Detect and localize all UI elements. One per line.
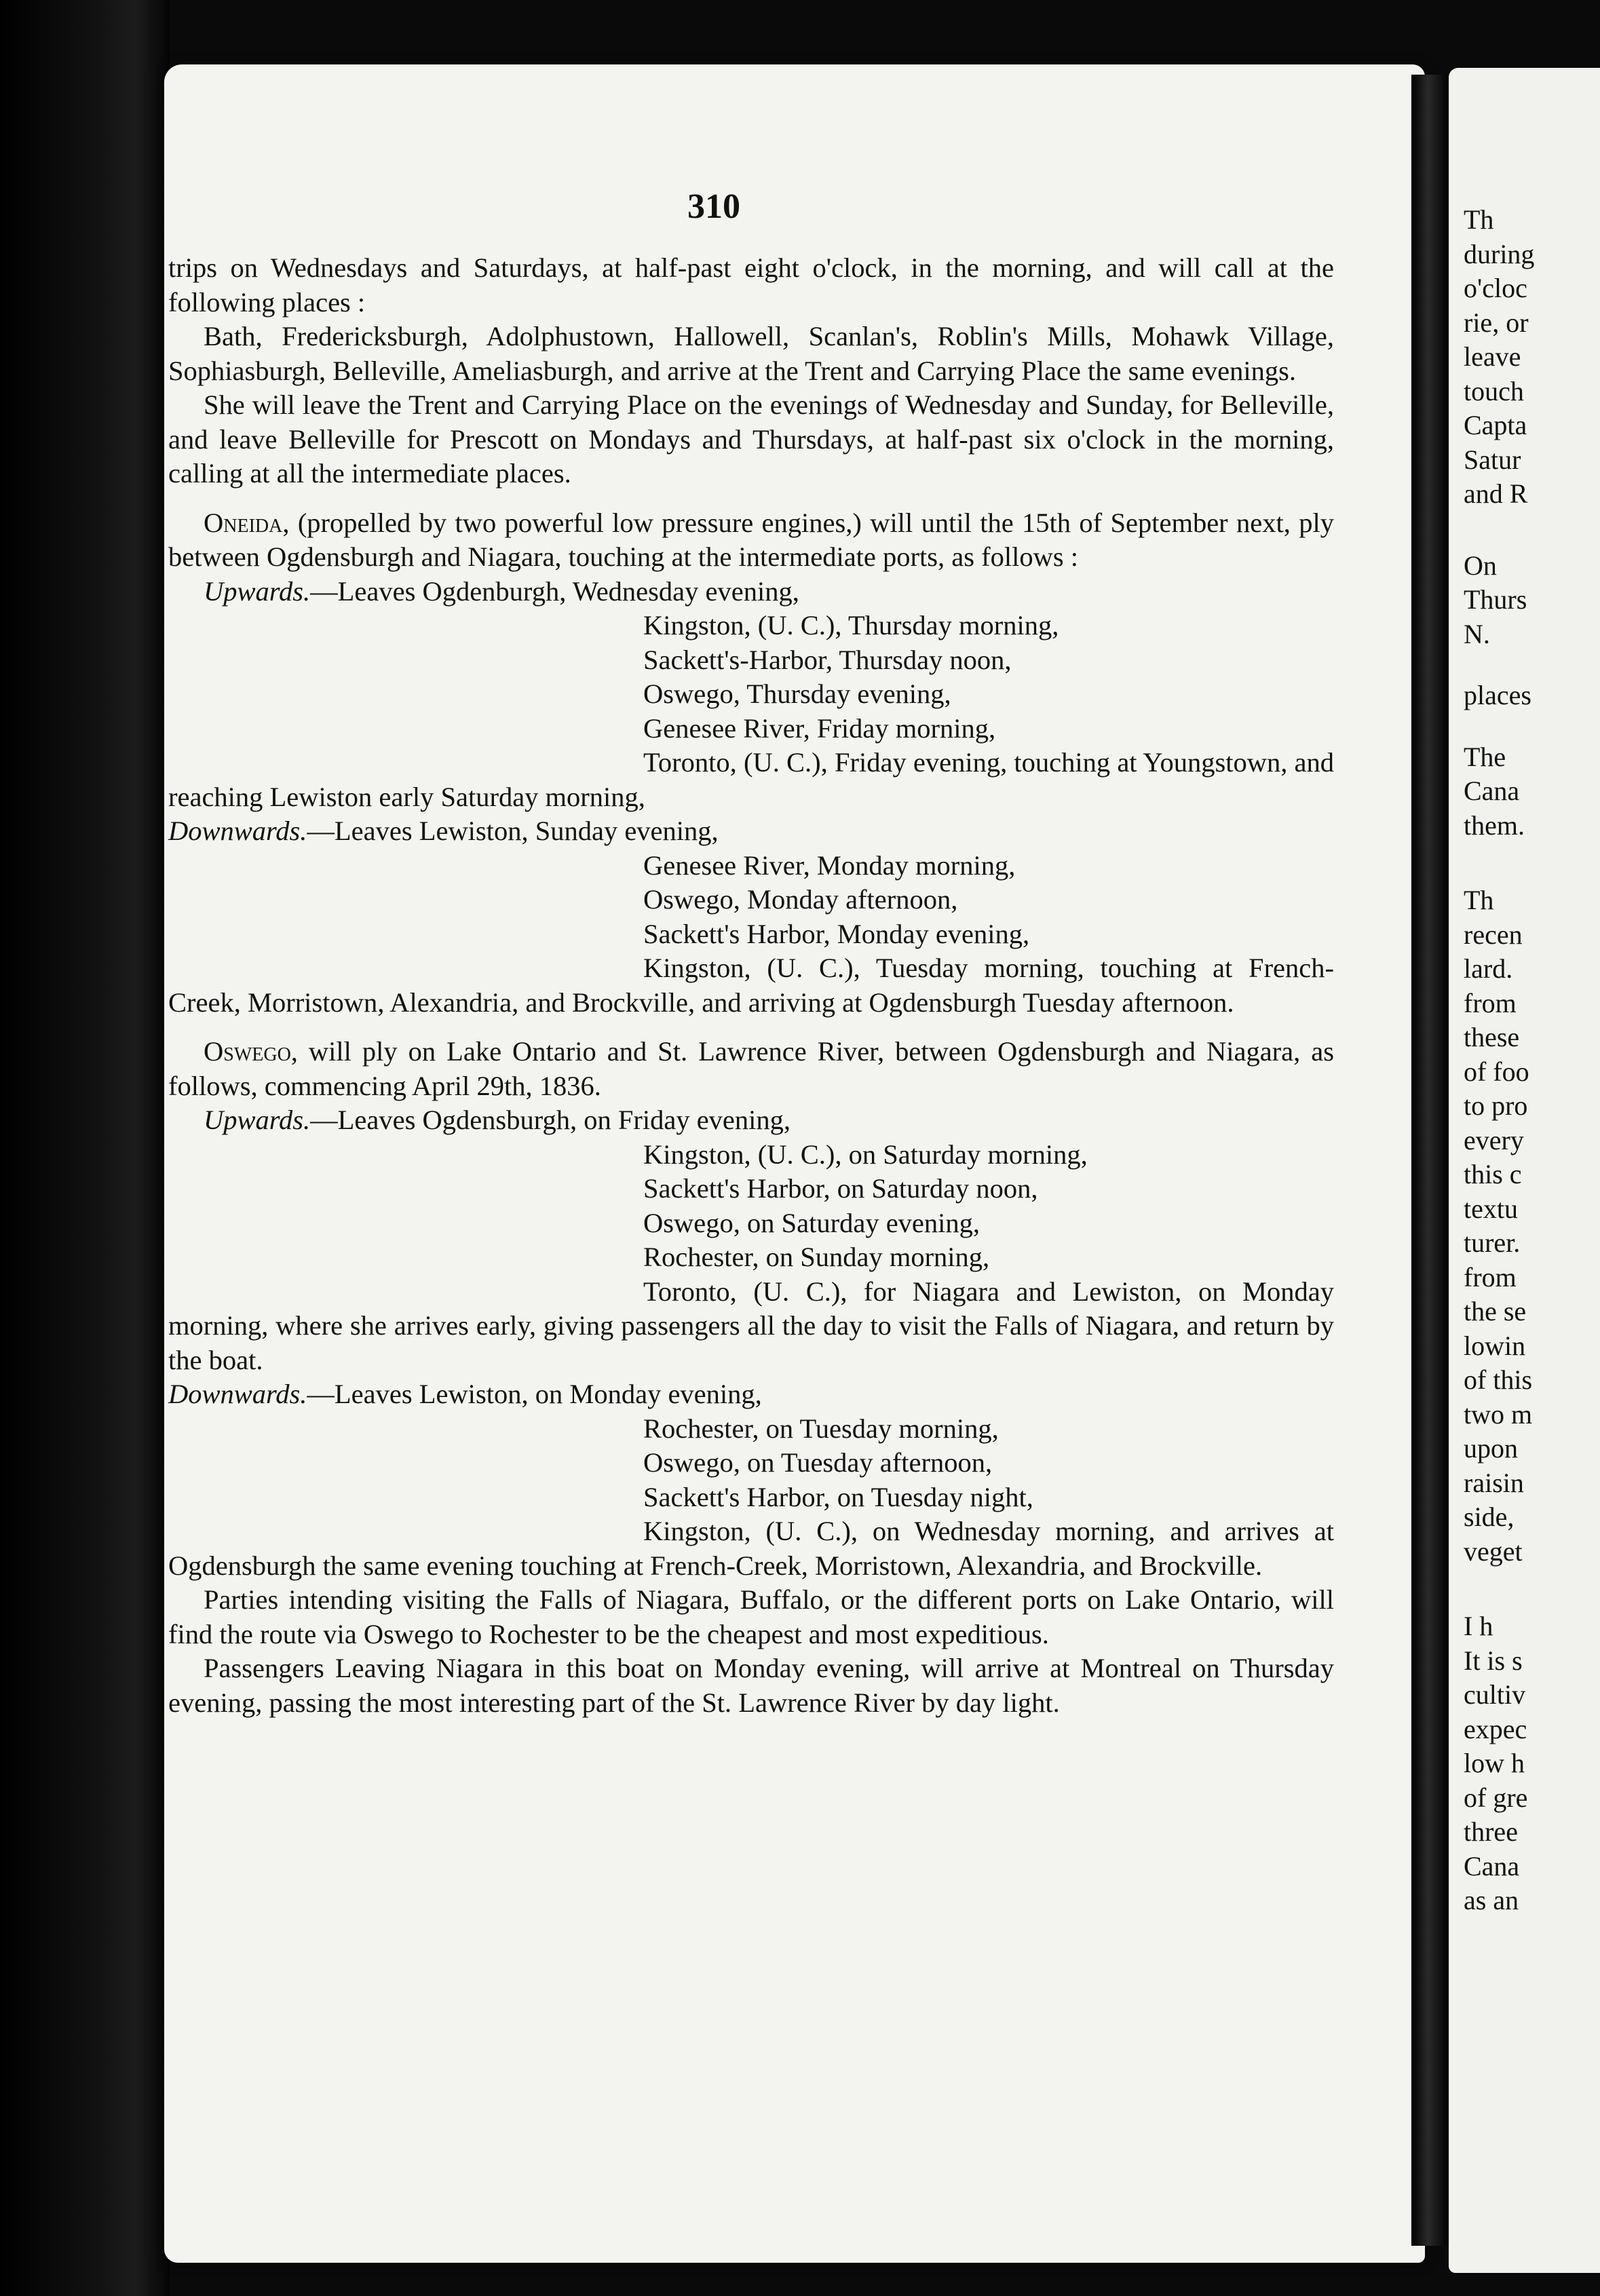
page-body <box>168 251 1334 1720</box>
oswego-downwards-label: Downwards. <box>168 1379 307 1409</box>
oneida-up-last <box>168 746 1334 814</box>
facing-page-line: upon <box>1464 1433 1518 1463</box>
oswego-upwards-leaves: —Leaves Ogdensburgh, on Friday evening, <box>310 1105 791 1135</box>
facing-page-line: three <box>1464 1816 1518 1847</box>
facing-page-line: these <box>1464 1022 1520 1052</box>
oneida-downwards-first <box>168 814 1334 849</box>
page-number: 310 <box>687 187 740 226</box>
facing-page-line: this c <box>1464 1159 1522 1189</box>
oneida-up-stop: Kingston, (U. C.), Thursday morning, <box>643 610 1059 640</box>
facing-page-line: On <box>1464 550 1497 581</box>
facing-page-line: It is s <box>1464 1645 1523 1676</box>
oneida-up-stop: Oswego, Thursday evening, <box>643 678 951 709</box>
facing-page-line: Th <box>1464 204 1494 235</box>
oswego-upwards-first <box>168 1103 1334 1138</box>
paragraph-trips: trips on Wednesdays and Saturdays, at half-past eight o'clock, in the morning, and will call at the following places : <box>168 252 1334 318</box>
facing-page-line: Th <box>1464 885 1494 915</box>
facing-page-line: the se <box>1464 1296 1527 1326</box>
facing-page-line: and R <box>1464 478 1528 509</box>
facing-page-line: side, <box>1464 1501 1515 1532</box>
facing-page-line: Capta <box>1464 410 1527 440</box>
oswego-up-stop: Oswego, on Saturday evening, <box>643 1207 980 1238</box>
facing-page-line: rie, or <box>1464 307 1529 338</box>
facing-page-line: of this <box>1464 1364 1533 1395</box>
facing-page-line: Cana <box>1464 1850 1520 1881</box>
oswego-downwards-leaves: —Leaves Lewiston, on Monday evening, <box>307 1379 762 1409</box>
oneida-down-stop: Genesee River, Monday morning, <box>643 849 1016 881</box>
facing-page-line: recen <box>1464 919 1523 950</box>
facing-page-line: during <box>1464 238 1535 269</box>
oneida-upwards-first <box>168 575 1334 609</box>
facing-page-line: veget <box>1464 1535 1523 1567</box>
oneida-up-stop: Genesee River, Friday morning, <box>643 712 996 744</box>
facing-page-line: lowin <box>1464 1330 1526 1361</box>
oneida-up-last-text: Toronto, (U. C.), Friday evening, touching at Youngstown, and reaching Lewiston early Saturday morning, <box>168 747 1334 812</box>
facing-page-line: The <box>1464 741 1506 772</box>
vessel-name-oneida: Oneida, <box>204 507 290 538</box>
oswego-down-stop: Rochester, on Tuesday morning, <box>643 1413 999 1444</box>
oswego-down-stop: Sackett's Harbor, on Tuesday night, <box>643 1481 1033 1512</box>
facing-page-line: leave <box>1464 341 1521 372</box>
facing-page-line: I h <box>1464 1611 1493 1641</box>
facing-page-line: to pro <box>1464 1090 1528 1121</box>
facing-page-line: Cana <box>1464 776 1520 806</box>
facing-page-line: raisin <box>1464 1467 1524 1498</box>
oswego-up-stop: Rochester, on Sunday morning, <box>643 1242 990 1272</box>
oneida-down-last <box>168 951 1334 1020</box>
facing-page-line: them. <box>1464 809 1525 841</box>
oneida-description: (propelled by two powerful low pressure engines,) will until the 15th of September next, ply between Ogdensburgh and Niagara, touching at the intermediate ports, as follows : <box>168 507 1334 572</box>
facing-page-line: two m <box>1464 1398 1533 1430</box>
oneida-downwards-label: Downwards. <box>168 816 307 846</box>
oneida-downwards-leaves: —Leaves Lewiston, Sunday evening, <box>307 816 719 846</box>
paragraph-parties: Parties intending visiting the Falls of Niagara, Buffalo, or the different ports on Lake Ontario, will find the route via Oswego to Rochester to be the cheapest and most expeditious. <box>168 1584 1334 1649</box>
facing-page-line: Satur <box>1464 444 1521 475</box>
oswego-down-stop: Oswego, on Tuesday afternoon, <box>643 1447 993 1478</box>
oswego-up-last <box>168 1275 1334 1378</box>
oswego-upwards-label: Upwards. <box>204 1105 311 1135</box>
paragraph-places: Bath, Fredericksburgh, Adolphustown, Hallowell, Scanlan's, Roblin's Mills, Mohawk Village, Sophiasburgh, Belleville, Ameliasburgh, and arrive at the Trent and Carrying Place the same evenings. <box>168 321 1334 386</box>
facing-page-line: from <box>1464 1261 1517 1293</box>
oneida-down-stop: Sackett's Harbor, Monday evening, <box>643 918 1030 949</box>
paragraph-oneida <box>168 506 1334 575</box>
oswego-downwards-first <box>168 1377 1334 1412</box>
facing-page-line: textu <box>1464 1193 1518 1224</box>
facing-page-line: as an <box>1464 1885 1519 1915</box>
facing-page-line: every <box>1464 1124 1524 1155</box>
oswego-up-last-text: Toronto, (U. C.), for Niagara and Lewiston, on Monday morning, where she arrives early, giving passengers all the day to visit the Falls of Niagara, and return by the boat. <box>168 1276 1334 1375</box>
facing-page-line: expec <box>1464 1713 1527 1744</box>
paragraph-passengers: Passengers Leaving Niagara in this boat on Monday evening, will arrive at Montreal on Thursday evening, passing the most interesting part of the St. Lawrence River by day light. <box>168 1653 1334 1718</box>
oneida-upwards-leaves: —Leaves Ogdenburgh, Wednesday evening, <box>310 575 799 607</box>
facing-page-line: of foo <box>1464 1056 1529 1087</box>
facing-page-fragment <box>1449 68 1600 2273</box>
facing-page-line: cultiv <box>1464 1679 1526 1710</box>
book-gutter <box>1411 75 1449 2246</box>
scan-dark-margin <box>0 0 170 2296</box>
facing-page-line: o'cloc <box>1464 273 1527 303</box>
facing-page-line: touch <box>1464 375 1524 406</box>
facing-page-line: turer. <box>1464 1227 1521 1258</box>
oswego-up-stop: Kingston, (U. C.), on Saturday morning, <box>643 1139 1088 1170</box>
oswego-down-last <box>168 1514 1334 1583</box>
facing-page-line: N. <box>1464 618 1490 649</box>
oswego-description: will ply on Lake Ontario and St. Lawrence River, between Ogdensburgh and Niagara, as follows, commencing April 29th, 1836. <box>168 1036 1334 1101</box>
oneida-up-stop: Sackett's-Harbor, Thursday noon, <box>643 644 1012 675</box>
facing-page-line: places <box>1464 680 1531 710</box>
paragraph-trent: She will leave the Trent and Carrying Place on the evenings of Wednesday and Sunday, for Belleville, and leave Belleville for Prescott on Mondays and Thursdays, at half-past six o'clock in the morning, calling at all the intermediate places. <box>168 389 1334 489</box>
oneida-down-last-text: Kingston, (U. C.), Tuesday morning, touching at French-Creek, Morristown, Alexandria, and Brockville, and arriving at Ogdensburgh Tuesday afternoon. <box>168 953 1334 1018</box>
facing-page-line: Thurs <box>1464 584 1527 615</box>
oneida-down-stop: Oswego, Monday afternoon, <box>643 884 958 915</box>
facing-page-line: lard. <box>1464 953 1513 984</box>
facing-page-line: from <box>1464 987 1517 1018</box>
facing-page-line: low h <box>1464 1748 1525 1778</box>
oneida-upwards-label: Upwards. <box>204 575 311 607</box>
paragraph-oswego <box>168 1035 1334 1103</box>
facing-page-line: of gre <box>1464 1782 1528 1813</box>
oswego-down-last-text: Kingston, (U. C.), on Wednesday morning, and arrives at Ogdensburgh the same evening touching at French-Creek, Morristown, Alexandria, and Brockville. <box>168 1516 1334 1581</box>
oswego-up-stop: Sackett's Harbor, on Saturday noon, <box>643 1173 1038 1204</box>
vessel-name-oswego: Oswego, <box>204 1036 298 1067</box>
